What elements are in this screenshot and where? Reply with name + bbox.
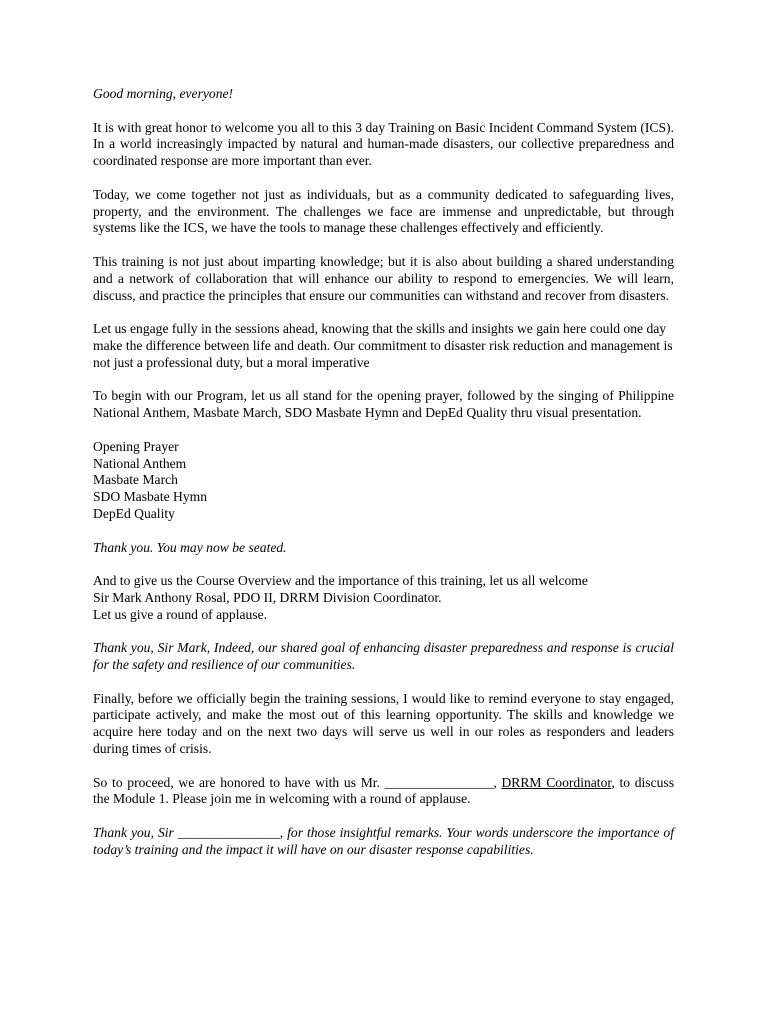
thanks-mark-paragraph: Thank you, Sir Mark, Indeed, our shared goal of enhancing disaster preparedness and response is crucial for the safety and resilience of our communities.: [93, 640, 674, 673]
overview-speaker-line: Sir Mark Anthony Rosal, PDO II, DRRM Division Coordinator.: [93, 589, 442, 605]
proceed-text: So to proceed, we are honored to have with us Mr. ________________,: [93, 774, 497, 790]
proceed-text-end: , to discuss the Module 1. Please join me in welcoming with a round of applause.: [93, 774, 674, 807]
engage-paragraph: Let us engage fully in the sessions ahead, knowing that the skills and insights we gain here could one day make the difference between life and death. Our commitment to disaster risk reduction and management is not just a professional duty, but a moral imperative: [93, 321, 673, 370]
finally-paragraph: Finally, before we officially begin the training sessions, I would like to remind everyone to stay engaged, participate actively, and make the most out of this learning opportunity. The skills and knowledge we acquire here today and on the next two days will serve us well in our roles as responders and leaders during times of crisis.: [93, 690, 674, 757]
drrm-coordinator-text: DRRM Coordinator: [501, 774, 612, 790]
applause-line: Let us give a round of applause.: [93, 606, 268, 622]
program-item: Opening Prayer: [93, 438, 179, 454]
document-page: [93, 86, 674, 875]
welcome-paragraph: It is with great honor to welcome you all to this 3 day Training on Basic Incident Command System (ICS). In a world increasingly impacted by natural and human-made disasters, our collective preparedness and coordinated response are more important than ever.: [93, 119, 674, 169]
program-item: DepEd Quality: [93, 505, 175, 521]
training-paragraph: This training is not just about imparting knowledge; but it is also about building a shared understanding and a network of collaboration that will enhance our ability to respond to emergencies. We will learn, discuss, and practice the principles that ensure our communities can withstand and recover from disasters.: [93, 253, 674, 303]
program-list: [93, 439, 674, 523]
course-overview-paragraph: [93, 573, 674, 623]
greeting: Good morning, everyone!: [93, 86, 234, 101]
closing-paragraph: Thank you, Sir _______________, for those insightful remarks. Your words underscore the importance of today’s training and the impact it will have on our disaster response capabilities.: [93, 825, 674, 857]
overview-line: And to give us the Course Overview and the importance of this training, let us all welcome: [93, 573, 588, 589]
program-intro-paragraph: To begin with our Program, let us all stand for the opening prayer, followed by the singing of Philippine National Anthem, Masbate March, SDO Masbate Hymn and DepEd Quality thru visual presentation.: [93, 388, 674, 421]
program-item: SDO Masbate Hymn: [93, 489, 208, 505]
seated-line: Thank you. You may now be seated.: [93, 539, 287, 555]
community-paragraph: Today, we come together not just as individuals, but as a community dedicated to safeguarding lives, property, and the environment. The challenges we face are immense and unpredictable, but through systems like the ICS, we have the tools to manage these challenges effectively and efficiently.: [93, 186, 674, 236]
proceed-paragraph: [93, 775, 674, 809]
program-item: National Anthem: [93, 455, 187, 471]
program-item: Masbate March: [93, 472, 178, 488]
